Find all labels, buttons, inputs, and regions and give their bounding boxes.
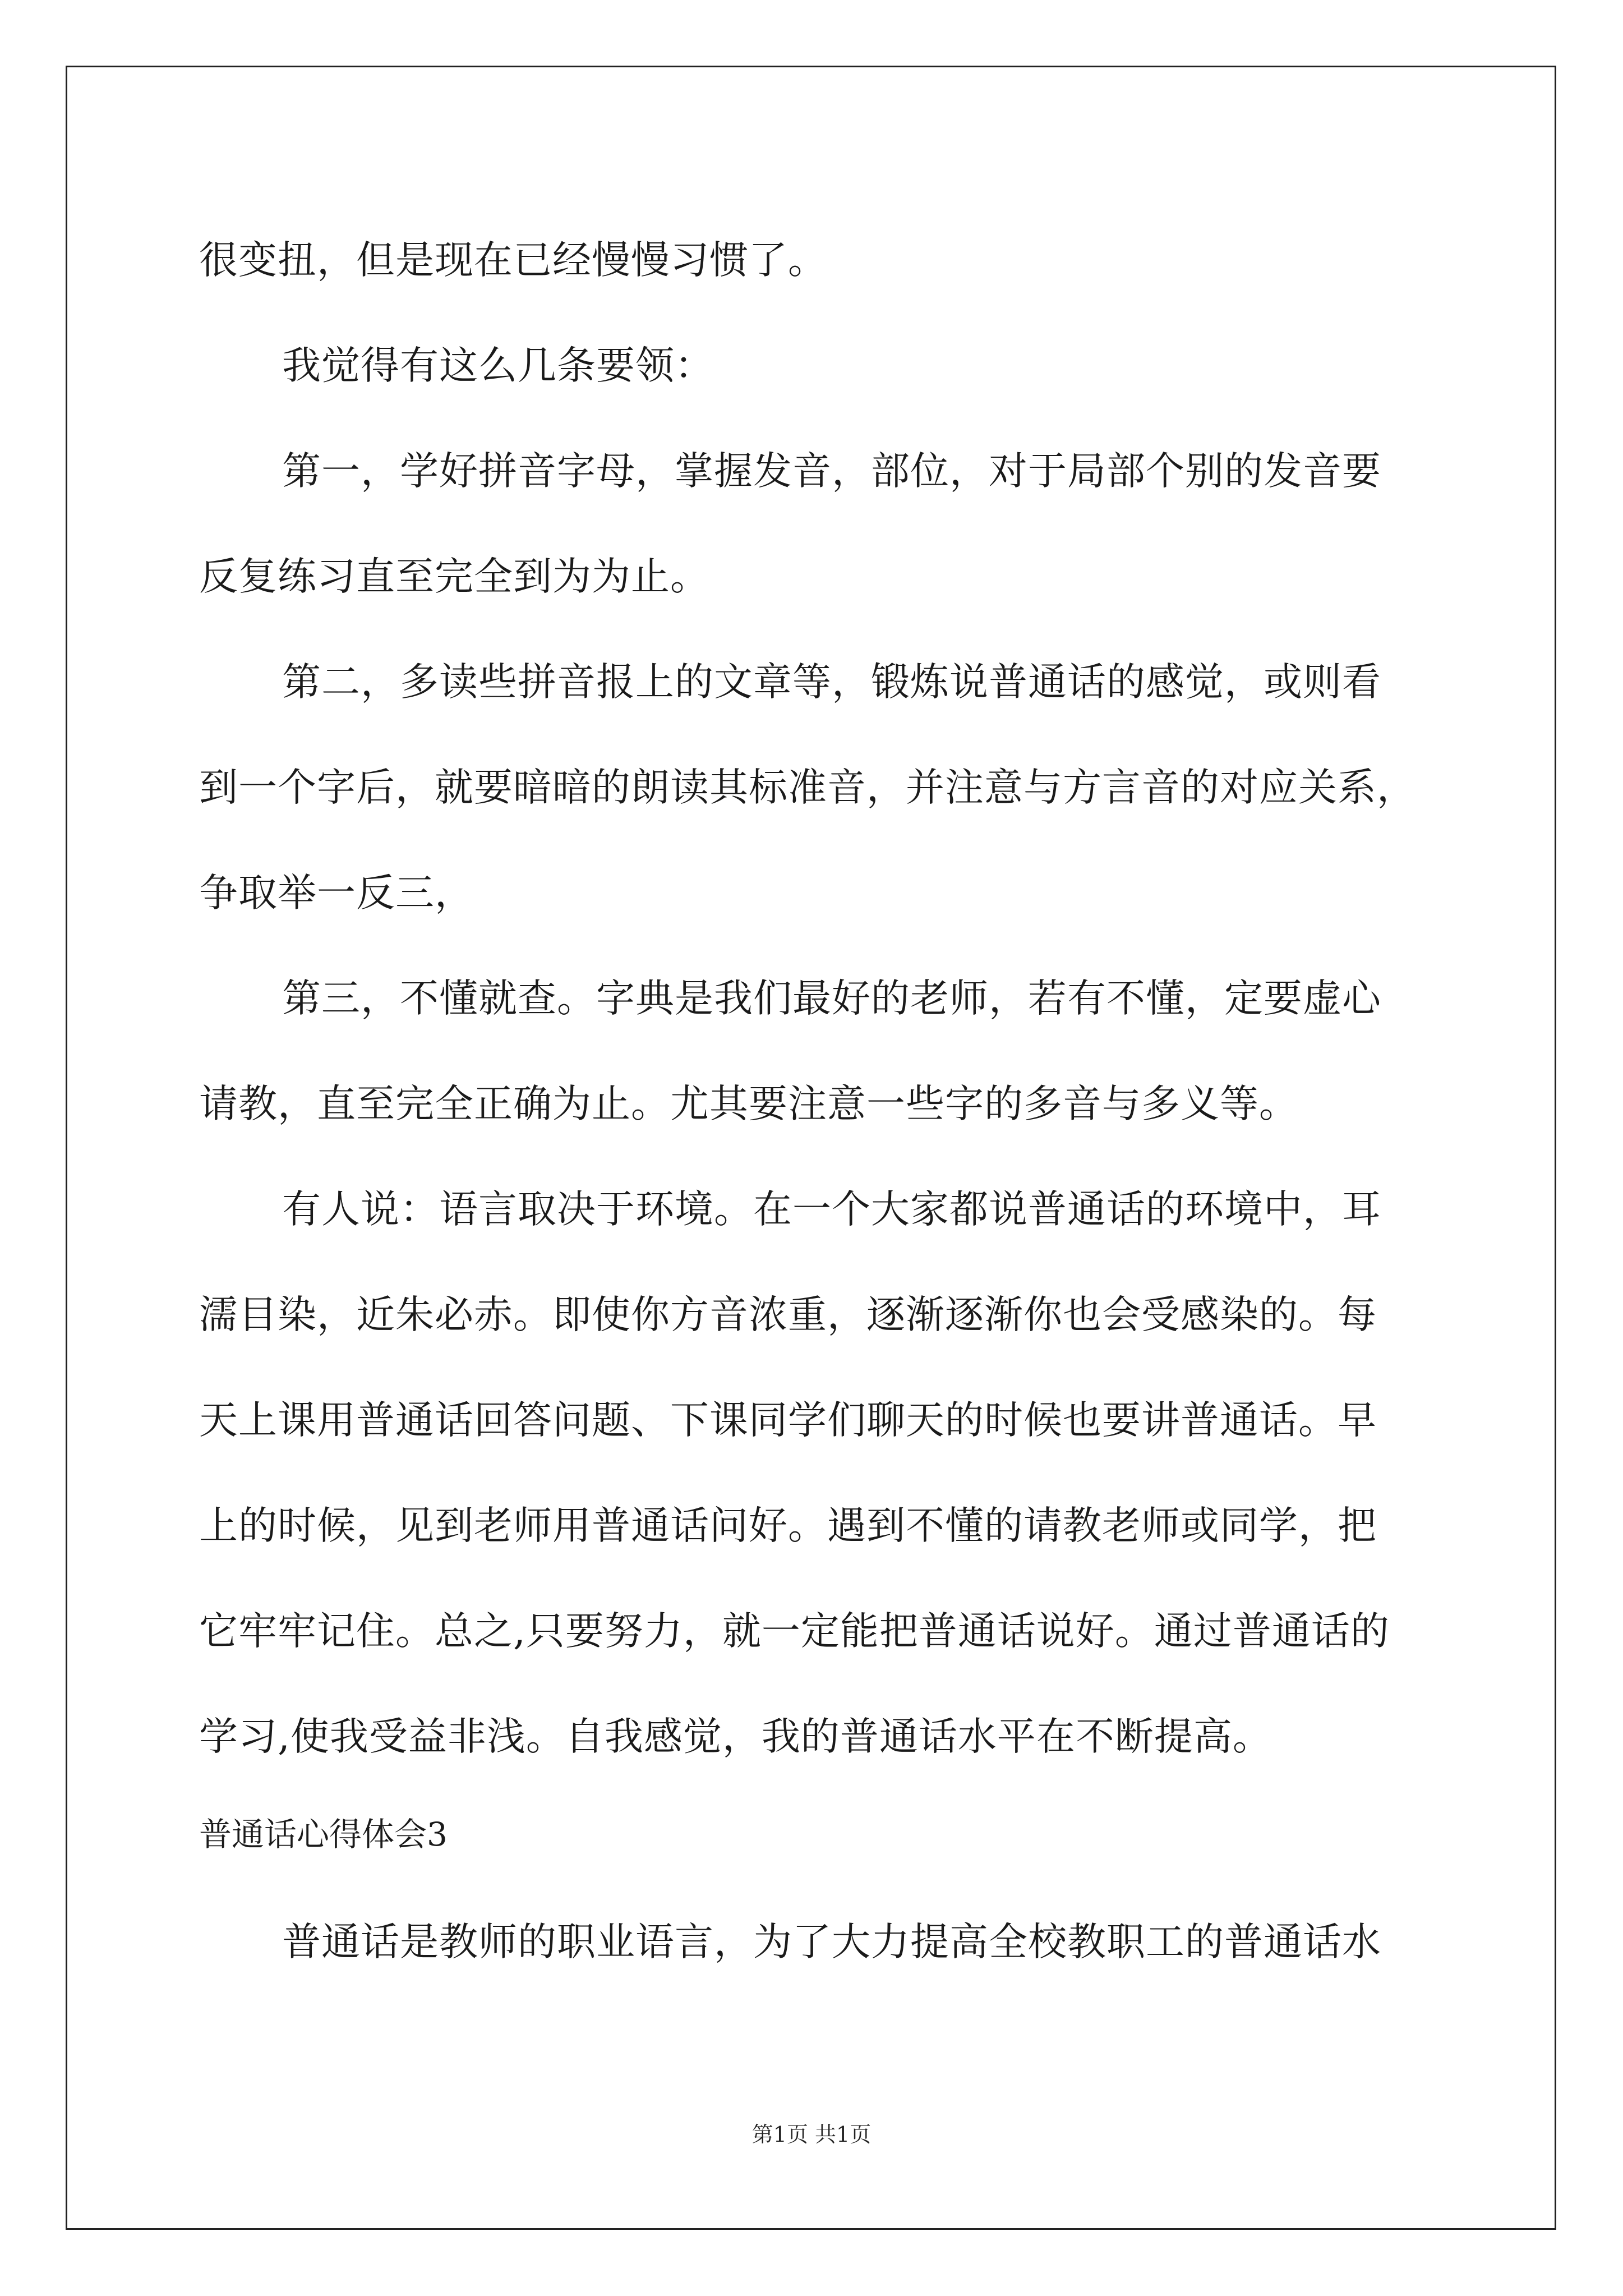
paragraph-section-three: 普通话是教师的职业语言，为了大力提高全校教职工的普通话水 xyxy=(282,1920,1381,1964)
text-line: 濡目染，近朱必赤。即使你方音浓重，逐渐逐渐你也会受感染的。每 xyxy=(199,1292,1377,1337)
paragraph-second-point: 第二，多读些拼音报上的文章等，锻炼说普通话的感觉，或则看 xyxy=(282,660,1381,705)
text-line: 上的时候，见到老师用普通话问好。遇到不懂的请教老师或同学，把 xyxy=(199,1503,1377,1548)
paragraph-first-point: 第一，学好拼音字母，掌握发音，部位，对于局部个别的发音要 xyxy=(282,449,1381,494)
section-heading: 普通话心得体会3 xyxy=(199,1815,448,1853)
text-line: 学习,使我受益非浅。自我感觉，我的普通话水平在不断提高。 xyxy=(199,1714,1272,1759)
text-line: 到一个字后，就要暗暗的朗读其标准音，并注意与方言音的对应关系， xyxy=(199,765,1416,810)
document-body xyxy=(199,208,1461,1995)
text-line: 它牢牢记住。总之,只要努力，就一定能把普通话说好。通过普通话的 xyxy=(199,1609,1390,1654)
page-number-footer: 第1页 共1页 xyxy=(751,2122,872,2147)
paragraph-third-point: 第三，不懂就查。字典是我们最好的老师，若有不懂，定要虚心 xyxy=(282,976,1381,1021)
paragraph-intro: 我觉得有这么几条要领： xyxy=(282,343,714,388)
text-line: 请教，直至完全正确为止。尤其要注意一些字的多音与多义等。 xyxy=(199,1082,1298,1126)
text-line: 反复练习直至完全到为为止。 xyxy=(199,554,709,599)
text-line: 争取举一反三， xyxy=(199,871,474,915)
text-line: 天上课用普通话回答问题、下课同学们聊天的时候也要讲普通话。早 xyxy=(199,1398,1377,1443)
text-line: 很变扭，但是现在已经慢慢习惯了。 xyxy=(199,238,827,283)
paragraph-environment: 有人说：语言取决于环境。在一个大家都说普通话的环境中，耳 xyxy=(282,1187,1381,1232)
